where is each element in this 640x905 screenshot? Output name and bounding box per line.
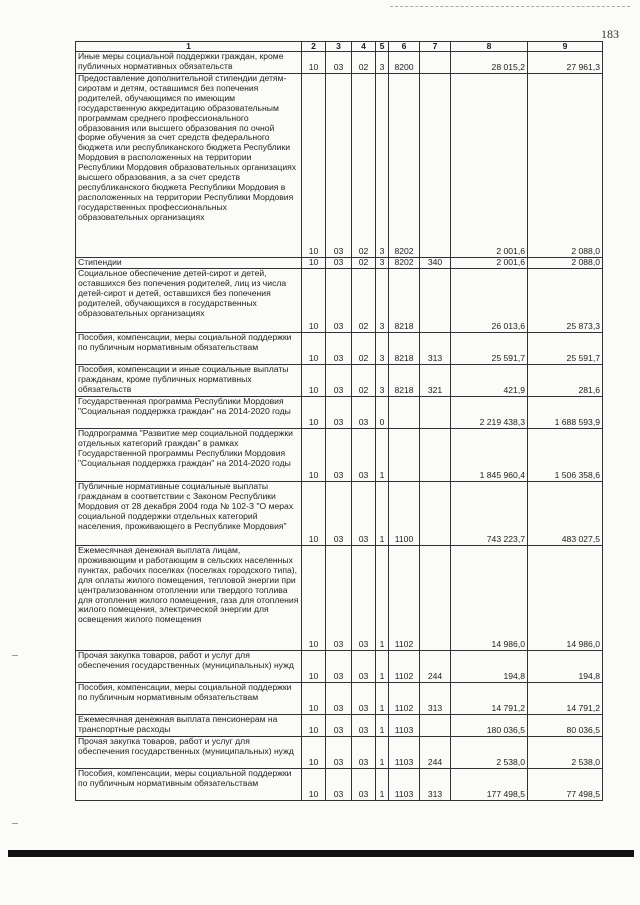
expense-type-code: 321 [420, 365, 451, 397]
amount-year-1: 2 538,0 [451, 737, 528, 769]
table-row [76, 482, 603, 546]
margin-mark [12, 655, 18, 656]
row-description: Ежемесячная денежная выплата пенсионерам на транспортные расходы [76, 715, 302, 737]
program-code: 03 [352, 715, 376, 737]
section-code: 10 [302, 769, 326, 801]
article-code: 1103 [389, 769, 420, 801]
subsection-code: 03 [326, 769, 352, 801]
expense-type-code: 313 [420, 333, 451, 365]
article-code: 1100 [389, 482, 420, 546]
amount-year-1: 26 013,6 [451, 269, 528, 333]
expense-type-code [420, 715, 451, 737]
column-header-7: 7 [420, 42, 451, 52]
article-code [389, 397, 420, 429]
article-code: 1102 [389, 683, 420, 715]
header-row [76, 42, 603, 52]
subsection-code: 03 [326, 429, 352, 482]
amount-year-2: 25 591,7 [528, 333, 603, 365]
amount-year-1: 180 036,5 [451, 715, 528, 737]
amount-year-2: 77 498,5 [528, 769, 603, 801]
program-code: 03 [352, 683, 376, 715]
article-code: 1103 [389, 737, 420, 769]
amount-year-1: 2 001,6 [451, 258, 528, 269]
program-code: 03 [352, 397, 376, 429]
section-code: 10 [302, 651, 326, 683]
row-description: Социальное обеспечение детей-сирот и детей, оставшихся без попечения родителей, лиц из числа детей-сирот и детей, оставшихся без попечения родителей, обучающихся в государственных образовательных организациях [76, 269, 302, 333]
amount-year-2: 27 961,3 [528, 52, 603, 74]
section-code: 10 [302, 365, 326, 397]
article-code: 8218 [389, 333, 420, 365]
amount-year-1: 194,8 [451, 651, 528, 683]
expense-type-code: 313 [420, 683, 451, 715]
section-code: 10 [302, 258, 326, 269]
subprogram-code: 1 [376, 651, 389, 683]
subsection-code: 03 [326, 333, 352, 365]
amount-year-1: 2 001,6 [451, 74, 528, 258]
subsection-code: 03 [326, 482, 352, 546]
amount-year-2: 1 688 593,9 [528, 397, 603, 429]
table-row [76, 715, 603, 737]
amount-year-2: 1 506 358,6 [528, 429, 603, 482]
page-number: 183 [601, 27, 619, 41]
subsection-code: 03 [326, 737, 352, 769]
subprogram-code: 1 [376, 715, 389, 737]
subprogram-code: 3 [376, 258, 389, 269]
article-code: 1103 [389, 715, 420, 737]
program-code: 02 [352, 52, 376, 74]
subprogram-code: 3 [376, 269, 389, 333]
row-description: Стипендии [76, 258, 302, 269]
row-description: Ежемесячная денежная выплата лицам, проживающим и работающим в сельских населенных пунктах, рабочих поселках (поселках городского типа), для оплаты жилого помещения, тепловой энергии при централизованном отоплении или твердого топлива для отопления жилого помещения, газа для отопления жилого помещения, электрической энергии для освещения жилого помещения [76, 546, 302, 651]
amount-year-2: 194,8 [528, 651, 603, 683]
expense-type-code [420, 74, 451, 258]
amount-year-2: 281,6 [528, 365, 603, 397]
amount-year-2: 2 538,0 [528, 737, 603, 769]
row-description: Подпрограмма "Развитие мер социальной поддержки отдельных категорий граждан" в рамках Государственной программы Республики Мордовия "Социальная поддержка граждан" на 2014-2020 годы [76, 429, 302, 482]
subsection-code: 03 [326, 546, 352, 651]
subsection-code: 03 [326, 365, 352, 397]
column-header-2: 2 [302, 42, 326, 52]
amount-year-1: 14 791,2 [451, 683, 528, 715]
table-row [76, 397, 603, 429]
amount-year-2: 14 791,2 [528, 683, 603, 715]
expense-type-code: 244 [420, 737, 451, 769]
table-row [76, 737, 603, 769]
subsection-code: 03 [326, 269, 352, 333]
program-code: 03 [352, 546, 376, 651]
amount-year-1: 743 223,7 [451, 482, 528, 546]
table-body [76, 52, 603, 801]
program-code: 02 [352, 333, 376, 365]
amount-year-1: 1 845 960,4 [451, 429, 528, 482]
expense-type-code: 244 [420, 651, 451, 683]
amount-year-1: 28 015,2 [451, 52, 528, 74]
row-description: Пособия, компенсации и иные социальные выплаты гражданам, кроме публичных нормативных обязательств [76, 365, 302, 397]
row-description: Пособия, компенсации, меры социальной поддержки по публичным нормативным обязательствам [76, 683, 302, 715]
amount-year-1: 2 219 438,3 [451, 397, 528, 429]
table-row [76, 258, 603, 269]
expense-type-code: 340 [420, 258, 451, 269]
column-header-4: 4 [352, 42, 376, 52]
program-code: 02 [352, 269, 376, 333]
program-code: 02 [352, 258, 376, 269]
table-row [76, 683, 603, 715]
program-code: 02 [352, 365, 376, 397]
amount-year-1: 177 498,5 [451, 769, 528, 801]
article-code [389, 429, 420, 482]
subprogram-code: 1 [376, 429, 389, 482]
amount-year-2: 2 088,0 [528, 74, 603, 258]
subprogram-code: 3 [376, 52, 389, 74]
expense-type-code: 313 [420, 769, 451, 801]
section-code: 10 [302, 737, 326, 769]
section-code: 10 [302, 429, 326, 482]
expense-type-code [420, 52, 451, 74]
subprogram-code: 3 [376, 74, 389, 258]
column-header-9: 9 [528, 42, 603, 52]
program-code: 03 [352, 737, 376, 769]
section-code: 10 [302, 397, 326, 429]
subprogram-code: 3 [376, 365, 389, 397]
subprogram-code: 1 [376, 769, 389, 801]
article-code: 1102 [389, 546, 420, 651]
expense-type-code [420, 482, 451, 546]
column-header-1: 1 [76, 42, 302, 52]
row-description: Государственная программа Республики Мордовия "Социальная поддержка граждан" на 2014-2020 годы [76, 397, 302, 429]
row-description: Прочая закупка товаров, работ и услуг для обеспечения государственных (муниципальных) нужд [76, 737, 302, 769]
budget-table [75, 41, 603, 801]
subprogram-code: 0 [376, 397, 389, 429]
article-code: 8218 [389, 365, 420, 397]
amount-year-1: 421,9 [451, 365, 528, 397]
subprogram-code: 1 [376, 482, 389, 546]
section-code: 10 [302, 333, 326, 365]
table-row [76, 769, 603, 801]
amount-year-2: 80 036,5 [528, 715, 603, 737]
subsection-code: 03 [326, 397, 352, 429]
expense-type-code [420, 397, 451, 429]
section-code: 10 [302, 74, 326, 258]
row-description: Пособия, компенсации, меры социальной поддержки по публичным нормативным обязательствам [76, 333, 302, 365]
program-code: 03 [352, 769, 376, 801]
amount-year-1: 14 986,0 [451, 546, 528, 651]
section-code: 10 [302, 546, 326, 651]
row-description: Прочая закупка товаров, работ и услуг для обеспечения государственных (муниципальных) нужд [76, 651, 302, 683]
section-code: 10 [302, 683, 326, 715]
article-code: 1102 [389, 651, 420, 683]
subsection-code: 03 [326, 715, 352, 737]
section-code: 10 [302, 269, 326, 333]
section-code: 10 [302, 52, 326, 74]
column-header-5: 5 [376, 42, 389, 52]
subprogram-code: 1 [376, 683, 389, 715]
subprogram-code: 3 [376, 333, 389, 365]
row-description: Публичные нормативные социальные выплаты гражданам в соответствии с Законом Республики Мордовия от 28 декабря 2004 года № 102-З "О мерах социальной поддержки отдельных категорий населения, проживающего в Республике Мордовия" [76, 482, 302, 546]
table-row [76, 429, 603, 482]
program-code: 03 [352, 651, 376, 683]
row-description: Иные меры социальной поддержки граждан, кроме публичных нормативных обязательств [76, 52, 302, 74]
amount-year-2: 483 027,5 [528, 482, 603, 546]
subsection-code: 03 [326, 258, 352, 269]
expense-type-code [420, 546, 451, 651]
amount-year-2: 2 088,0 [528, 258, 603, 269]
subsection-code: 03 [326, 683, 352, 715]
program-code: 02 [352, 74, 376, 258]
column-header-8: 8 [451, 42, 528, 52]
expense-type-code [420, 429, 451, 482]
column-header-3: 3 [326, 42, 352, 52]
amount-year-1: 25 591,7 [451, 333, 528, 365]
program-code: 03 [352, 429, 376, 482]
top-edge-rule [390, 6, 630, 7]
section-code: 10 [302, 482, 326, 546]
article-code: 8218 [389, 269, 420, 333]
article-code: 8202 [389, 74, 420, 258]
row-description: Пособия, компенсации, меры социальной поддержки по публичным нормативным обязательствам [76, 769, 302, 801]
column-header-6: 6 [389, 42, 420, 52]
table-row [76, 651, 603, 683]
subsection-code: 03 [326, 52, 352, 74]
subsection-code: 03 [326, 651, 352, 683]
subsection-code: 03 [326, 74, 352, 258]
row-description: Предоставление дополнительной стипендии детям-сиротам и детям, оставшимся без попечения родителей, обучающимся по имеющим государственную аккредитацию образовательным программам среднего профессионального образования или высшего образования по очной форме обучения за счет средств федерального бюджета или республиканского бюджета Республики Мордовия в расположенных на территории Республики Мордовия образовательных организациях высшего образования, а за счет средств республиканского бюджета Республики Мордовия в расположенных на территории Республики Мордовия государственных профессиональных образовательных организациях [76, 74, 302, 258]
margin-mark [12, 823, 18, 824]
scan-bottom-band [8, 850, 634, 857]
table-row [76, 269, 603, 333]
table-row [76, 74, 603, 258]
subprogram-code: 1 [376, 546, 389, 651]
table-row [76, 546, 603, 651]
table-row [76, 365, 603, 397]
table-row [76, 333, 603, 365]
article-code: 8202 [389, 258, 420, 269]
article-code: 8200 [389, 52, 420, 74]
program-code: 03 [352, 482, 376, 546]
amount-year-2: 14 986,0 [528, 546, 603, 651]
expense-type-code [420, 269, 451, 333]
amount-year-2: 25 873,3 [528, 269, 603, 333]
table-row [76, 52, 603, 74]
section-code: 10 [302, 715, 326, 737]
subprogram-code: 1 [376, 737, 389, 769]
